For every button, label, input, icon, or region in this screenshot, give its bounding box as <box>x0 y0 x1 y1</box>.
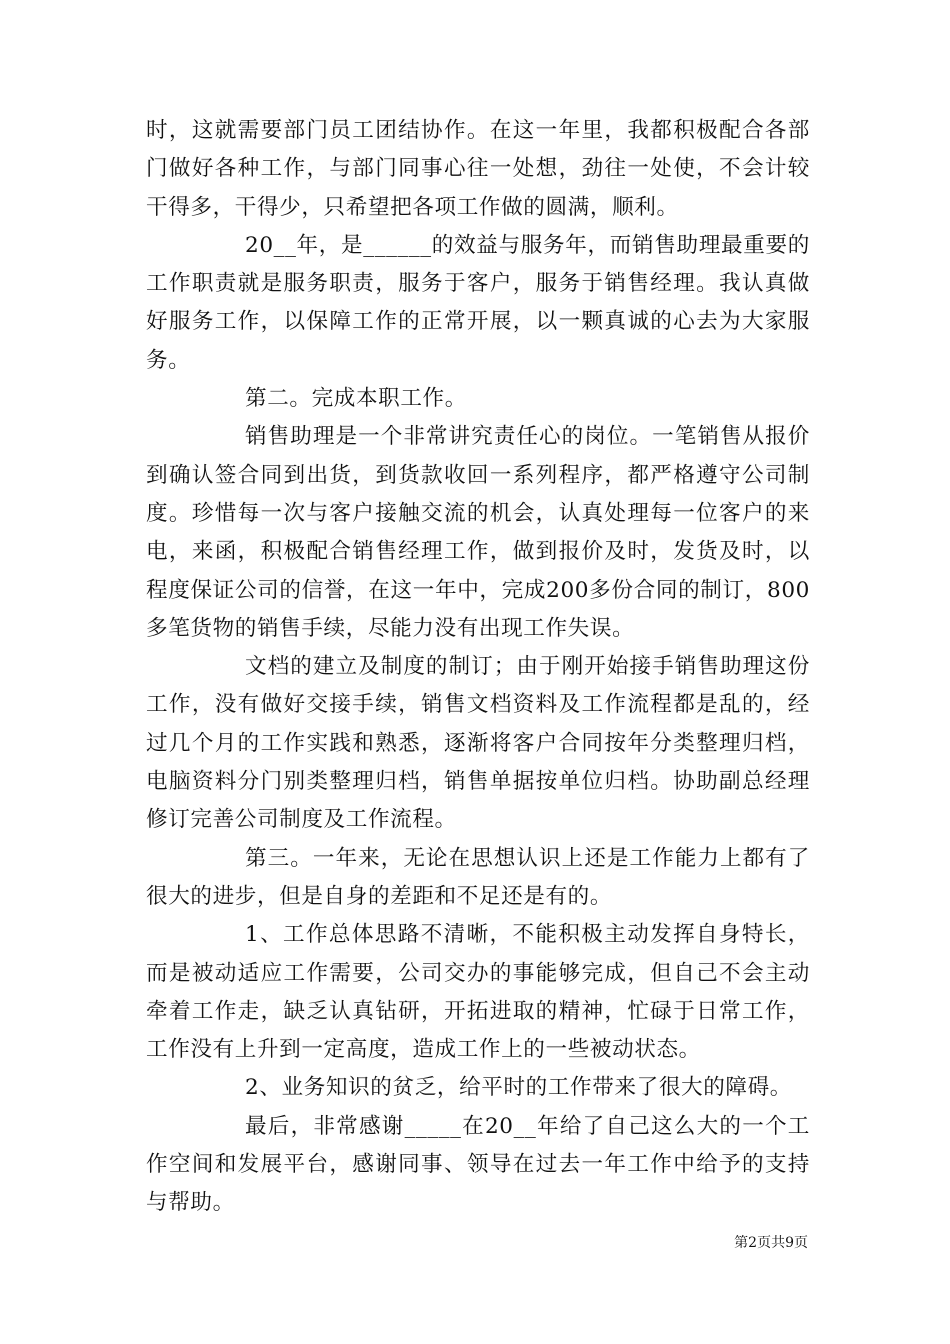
section-heading-third: 第三。一年来，无论在思想认识上还是工作能力上都有了很大的进步，但是自身的差距和不足还是有的。 <box>146 845 810 909</box>
document-body <box>146 112 810 1223</box>
page-number-footer: 第2页共9页 <box>734 1235 808 1251</box>
section-heading-second: 第二。完成本职工作。 <box>245 386 467 412</box>
paragraph-continuation: 时，这就需要部门员工团结协作。在这一年里，我都积极配合各部门做好各种工作，与部门同事心往一处想，劲往一处使，不会计较干得多，干得少，只希望把各项工作做的圆满，顺利。 <box>146 118 810 220</box>
list-item-2: 2、业务知识的贫乏，给平时的工作带来了很大的障碍。 <box>245 1075 792 1101</box>
paragraph-sales-assistant-duties: 销售助理是一个非常讲究责任心的岗位。一笔销售从报价到确认签合同到出货，到货款收回一系列程序，都严格遵守公司制度。珍惜每一次与客户接触交流的机会，认真处理每一位客户的来电，来函，积极配合销售经理工作，做到报价及时，发货及时，以程度保证公司的信誉，在这一年中，完成200多份合同的制订，800多笔货物的销售手续，尽能力没有出现工作失误。 <box>146 424 810 641</box>
paragraph-closing-thanks: 最后，非常感谢_____在20__年给了自己这么大的一个工作空间和发展平台，感谢同事、领导在过去一年工作中给予的支持与帮助。 <box>146 1113 810 1216</box>
paragraph-service-year: 20__年，是______的效益与服务年，而销售助理最重要的工作职责就是服务职责，服务于客户，服务于销售经理。我认真做好服务工作，以保障工作的正常开展，以一颗真诚的心去为大家服务。 <box>146 232 810 373</box>
paragraph-document-system: 文档的建立及制度的制订；由于刚开始接手销售助理这份工作，没有做好交接手续，销售文档资料及工作流程都是乱的，经过几个月的工作实践和熟悉，逐渐将客户合同按年分类整理归档，电脑资料分门别类整理归档，销售单据按单位归档。协助副总经理修订完善公司制度及工作流程。 <box>146 654 810 833</box>
list-item-1: 1、工作总体思路不清晰，不能积极主动发挥自身特长，而是被动适应工作需要，公司交办的事能够完成，但自己不会主动牵着工作走，缺乏认真钻研，开拓进取的精神，忙碌于日常工作，工作没有上升到一定高度，造成工作上的一些被动状态。 <box>146 922 810 1063</box>
